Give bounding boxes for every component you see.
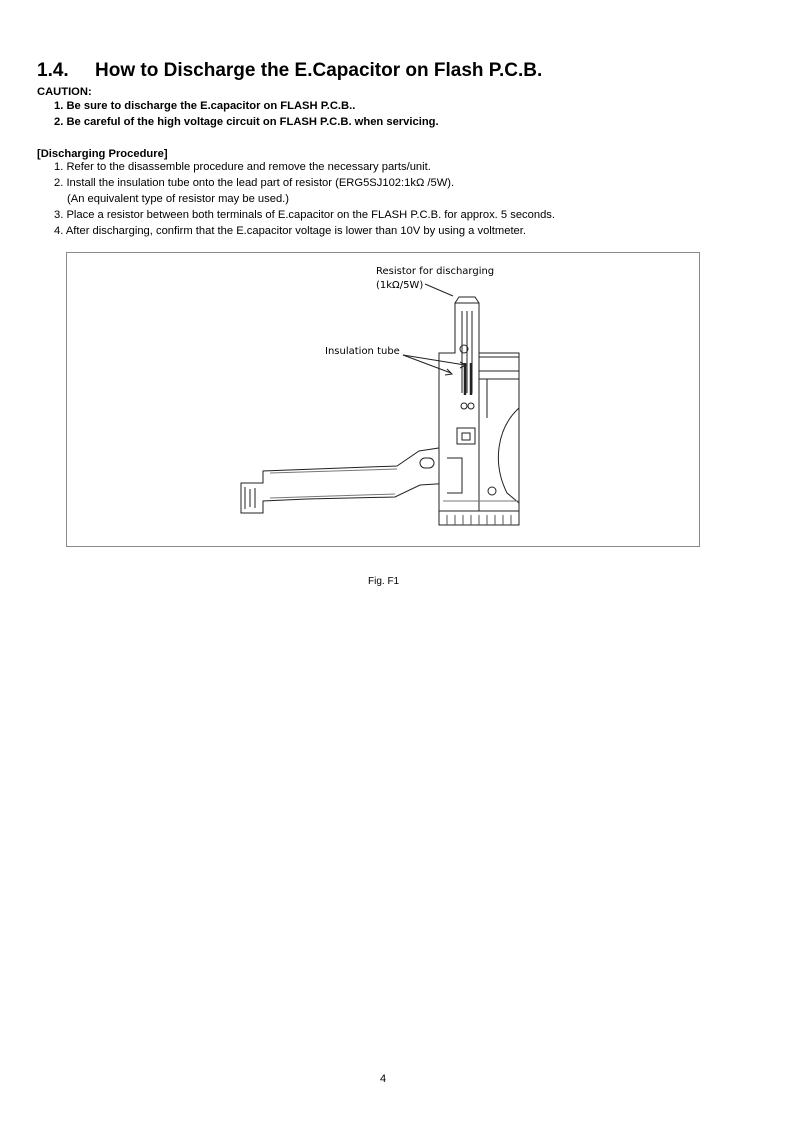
procedure-step-3: 3. Place a resistor between both terminals of E.capacitor on the FLASH P.C.B. for approx. 5 seconds. [54, 209, 556, 221]
flex-cable [241, 446, 452, 513]
procedure-step-2-note: (An equivalent type of resistor may be used.) [67, 193, 289, 205]
section-title [37, 60, 542, 82]
section-heading: How to Discharge the E.Capacitor on Flash P.C.B. [95, 60, 543, 81]
procedure-step-4: 4. After discharging, confirm that the E.capacitor voltage is lower than 10V by using a voltmeter. [54, 225, 526, 237]
section-number: 1.4. [37, 60, 69, 81]
procedure-step-1: 1. Refer to the disassemble procedure and remove the necessary parts/unit. [54, 161, 431, 173]
page-number: 4 [380, 1073, 387, 1085]
figure-frame [66, 252, 700, 547]
flash-pcb-drawing [67, 253, 699, 546]
procedure-step-2: 2. Install the insulation tube onto the lead part of resistor (ERG5SJ102:1kΩ /5W). [54, 177, 455, 189]
caution-heading: CAUTION: [37, 86, 92, 98]
caution-item-1: 1. Be sure to discharge the E.capacitor on FLASH P.C.B.. [54, 100, 356, 112]
caution-item-2: 2. Be careful of the high voltage circuit on FLASH P.C.B. when servicing. [54, 116, 439, 128]
procedure-heading: [Discharging Procedure] [37, 148, 168, 160]
callout-resistor-line1: Resistor for discharging [376, 266, 495, 277]
figure-caption: Fig. F1 [368, 576, 400, 587]
callout-insulation-tube: Insulation tube [325, 346, 400, 357]
callout-resistor-line2: (1kΩ/5W) [376, 280, 424, 291]
chassis [439, 297, 519, 525]
resistor-leader-line [425, 284, 453, 296]
